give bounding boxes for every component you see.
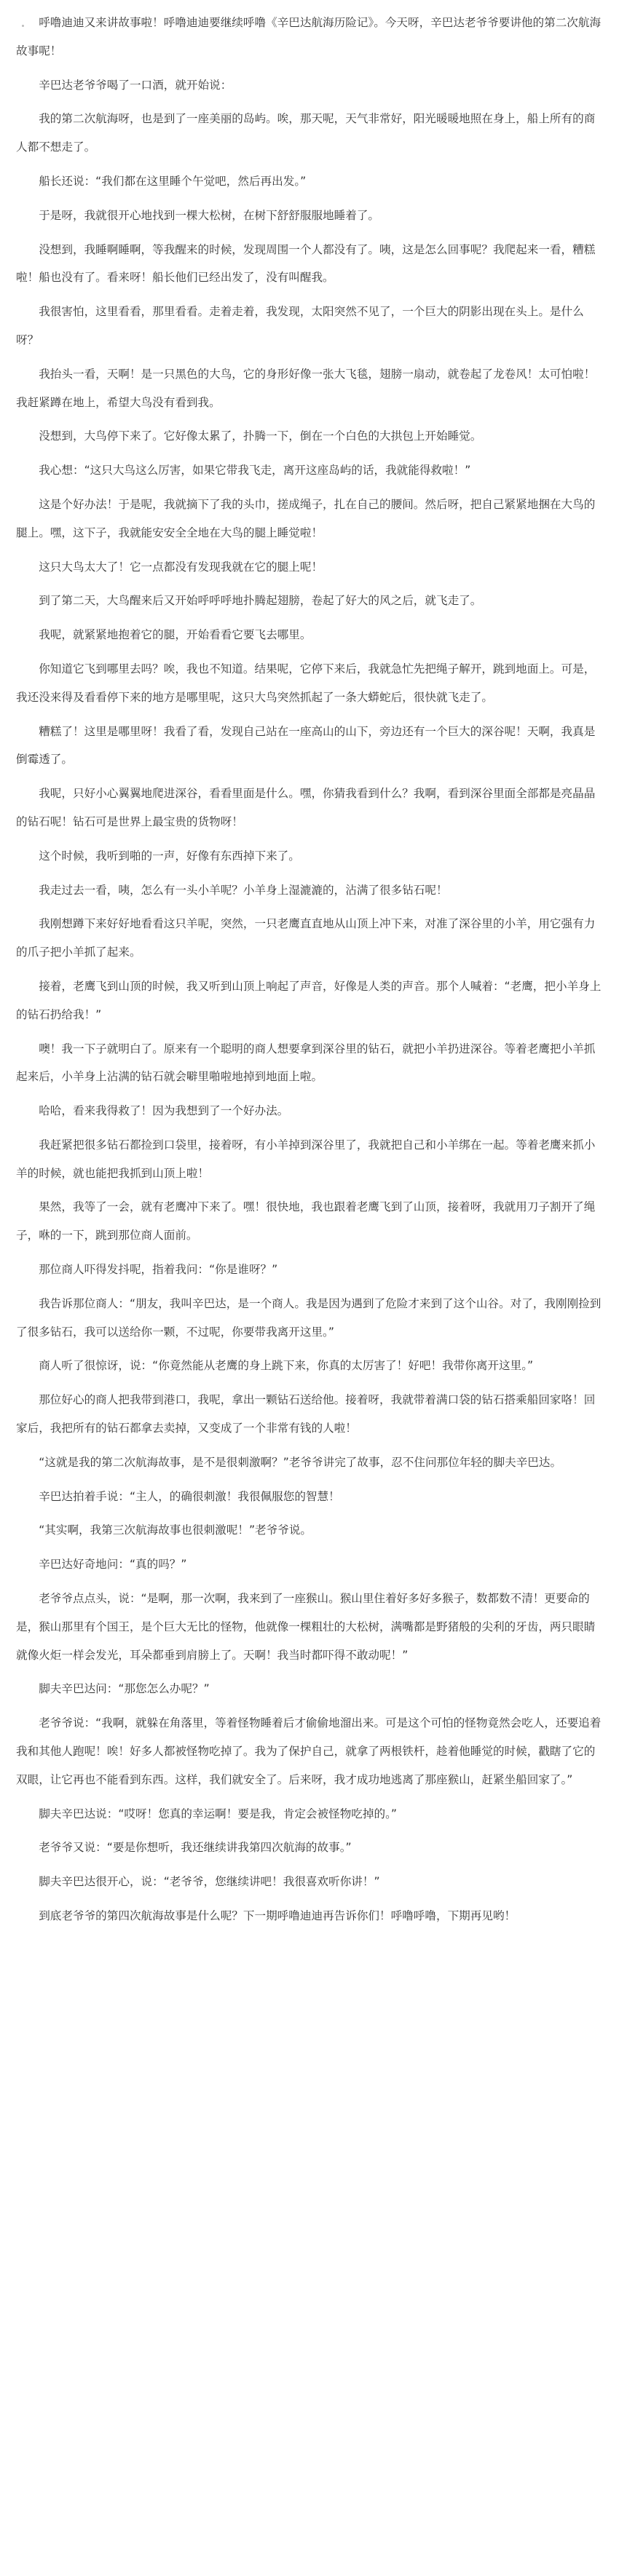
story-paragraph: 我心想：“这只大鸟这么厉害，如果它带我飞走，离开这座岛屿的话，我就能得救啦！” bbox=[39, 464, 471, 477]
story-paragraph: 噢！我一下子就明白了。原来有一个聪明的商人想要拿到深谷里的钻石，就把小羊扔进深谷。等着老鹰把小羊抓起来后，小羊身上沾满的钻石就会噼里啪啦地掉到地面上啦。 bbox=[16, 1042, 596, 1084]
story-paragraph: 果然，我等了一会，就有老鹰冲下来了。嘿！很快地，我也跟着老鹰飞到了山顶，接着呀，我就用刀子割开了绳子，咻的一下，跳到那位商人面前。 bbox=[16, 1200, 596, 1243]
story-paragraph: 这个时候，我听到啪的一声，好像有东西掉下来了。 bbox=[39, 849, 300, 863]
story-paragraph: 辛巴达好奇地问：“真的吗？” bbox=[39, 1558, 187, 1572]
story-paragraph: 脚夫辛巴达很开心，说：“老爷爷，您继续讲吧！我很喜欢听你讲！” bbox=[39, 1875, 380, 1889]
story-paragraph: 那位好心的商人把我带到港口，我呢，拿出一颗钻石送给他。接着呀，我就带着满口袋的钻石搭乘船回家咯！回家后，我把所有的钻石都拿去卖掉，又变成了一个非常有钱的人啦！ bbox=[16, 1393, 596, 1435]
corner-dot bbox=[22, 25, 24, 27]
story-paragraph: “这就是我的第二次航海故事，是不是很刺激啊？”老爷爷讲完了故事，忍不住问那位年轻的脚夫辛巴达。 bbox=[39, 1455, 562, 1469]
story-paragraph: 我的第二次航海呀，也是到了一座美丽的岛屿。唉，那天呢，天气非常好，阳光暖暖地照在身上，船上所有的商人都不想走了。 bbox=[16, 112, 596, 154]
story-paragraph: 我呢，只好小心翼翼地爬进深谷，看看里面是什么。嘿，你猜我看到什么？我啊，看到深谷里面全部都是亮晶晶的钻石呢！钻石可是世界上最宝贵的货物呀！ bbox=[16, 787, 596, 828]
story-paragraph: 没想到，我睡啊睡啊，等我醒来的时候，发现周围一个人都没有了。咦，这是怎么回事呢？我爬起来一看，糟糕啦！船也没有了。看来呀！船长他们已经出发了，没有叫醒我。 bbox=[16, 242, 596, 285]
story-paragraph: 没想到，大鸟停下来了。它好像太累了，扑腾一下，倒在一个白色的大拱包上开始睡觉。 bbox=[39, 429, 482, 443]
story-paragraph: 呼噜迪迪又来讲故事啦！呼噜迪迪要继续呼噜《辛巴达航海历险记》。今天呀，辛巴达老爷爷要讲他的第二次航海故事呢！ bbox=[16, 16, 602, 58]
story-paragraph: 我很害怕，这里看看，那里看看。走着走着，我发现，太阳突然不见了，一个巨大的阴影出现在头上。是什么呀？ bbox=[16, 305, 584, 346]
story-paragraph: 我呢，就紧紧地抱着它的腿，开始看看它要飞去哪里。 bbox=[39, 628, 312, 642]
story-paragraph: 老爷爷说：“我啊，就躲在角落里，等着怪物睡着后才偷偷地溜出来。可是这个可怕的怪物竟然会吃人，还要追着我和其他人跑呢！唉！好多人都被怪物吃掉了。我为了保护自己，就拿了两根铁杆，趁着他睡觉的时候，戳瞎了它的双眼，让它再也不能看到东西。这样，我们就安全了。后来呀，我才成功地逃离了那座猴山，赶紧坐船回家了。” bbox=[16, 1716, 602, 1786]
story-paragraph: 脚夫辛巴达问：“那您怎么办呢？” bbox=[39, 1682, 210, 1696]
story-paragraph: 老爷爷点点头，说：“是啊，那一次啊，我来到了一座猴山。猴山里住着好多好多猴子，数都数不清！更要命的是，猴山那里有个国王，是个巨大无比的怪物，他就像一棵粗壮的大松树，满嘴都是野猪般的尖利的牙齿，两只眼睛就像火炬一样会发光，耳朵都垂到肩膀上了。天啊！我当时都吓得不敢动呢！” bbox=[16, 1592, 596, 1662]
story-paragraph: 我刚想蹲下来好好地看看这只羊呢，突然，一只老鹰直直地从山顶上冲下来，对准了深谷里的小羊，用它强有力的爪子把小羊抓了起来。 bbox=[16, 917, 596, 959]
story-paragraph: 商人听了很惊讶，说：“你竟然能从老鹰的身上跳下来，你真的太厉害了！好吧！我带你离开这里。” bbox=[39, 1359, 534, 1373]
story-paragraph: 糟糕了！这里是哪里呀！我看了看，发现自己站在一座高山的山下，旁边还有一个巨大的深谷呢！天啊，我真是倒霉透了。 bbox=[16, 724, 596, 766]
story-paragraph: 你知道它飞到哪里去吗？唉，我也不知道。结果呢，它停下来后，我就急忙先把绳子解开，跳到地面上。可是，我还没来得及看看停下来的地方是哪里呢，这只大鸟突然抓起了一条大蟒蛇后，很快就飞走了。 bbox=[16, 662, 596, 704]
story-paragraph: 接着，老鹰飞到山顶的时候，我又听到山顶上响起了声音，好像是人类的声音。那个人喊着：“老鹰，把小羊身上的钻石扔给我！” bbox=[16, 979, 602, 1021]
story-paragraph: 我抬头一看，天啊！是一只黑色的大鸟，它的身形好像一张大飞毯，翅膀一扇动，就卷起了龙卷风！太可怕啦！我赶紧蹲在地上，希望大鸟没有看到我。 bbox=[16, 367, 596, 409]
story-paragraph: 到了第二天，大鸟醒来后又开始呼呼呼地扑腾起翅膀，卷起了好大的风之后，就飞走了。 bbox=[39, 594, 482, 608]
story-paragraph: “其实啊，我第三次航海故事也很刺激呢！”老爷爷说。 bbox=[39, 1523, 312, 1537]
story-paragraph: 我走过去一看，咦，怎么有一头小羊呢？小羊身上湿漉漉的，沾满了很多钻石呢！ bbox=[39, 883, 448, 897]
story-paragraph: 船长还说：“我们都在这里睡个午觉吧，然后再出发。” bbox=[39, 174, 307, 188]
story-paragraph: 于是呀，我就很开心地找到一棵大松树，在树下舒舒服服地睡着了。 bbox=[39, 208, 380, 222]
story-paragraph: 我赶紧把很多钻石都捡到口袋里，接着呀，有小羊掉到深谷里了，我就把自己和小羊绑在一起。等着老鹰来抓小羊的时候，就也能把我抓到山顶上啦！ bbox=[16, 1138, 596, 1180]
story-paragraph: 这是个好办法！于是呢，我就摘下了我的头巾，搓成绳子，扎在自己的腰间。然后呀，把自己紧紧地捆在大鸟的腿上。嘿，这下子，我就能安安全全地在大鸟的腿上睡觉啦！ bbox=[16, 497, 596, 539]
story-paragraph: 辛巴达老爷爷喝了一口酒，就开始说： bbox=[39, 78, 232, 92]
story-paragraph: 到底老爷爷的第四次航海故事是什么呢？下一期呼噜迪迪再告诉你们！呼噜呼噜，下期再见哟！ bbox=[39, 1909, 516, 1923]
story-paragraph: 这只大鸟太大了！它一点都没有发现我就在它的腿上呢！ bbox=[39, 560, 323, 574]
story-paragraph: 老爷爷又说：“要是你想听，我还继续讲我第四次航海的故事。” bbox=[39, 1841, 352, 1855]
story-paragraph: 脚夫辛巴达说：“哎呀！您真的幸运啊！要是我，肯定会被怪物吃掉的。” bbox=[39, 1807, 397, 1820]
story-paragraph: 我告诉那位商人：“朋友，我叫辛巴达，是一个商人。我是因为遇到了危险才来到了这个山谷。对了，我刚刚捡到了很多钻石，我可以送给你一颗，不过呢，你要带我离开这里。” bbox=[16, 1296, 602, 1339]
story-paragraph: 辛巴达拍着手说：“主人，的确很刺激！我很佩服您的智慧！ bbox=[39, 1489, 340, 1503]
story-paragraph: 哈哈，看来我得救了！因为我想到了一个好办法。 bbox=[39, 1104, 289, 1118]
story-paragraph: 那位商人吓得发抖呢，指着我问：“你是谁呀？” bbox=[39, 1263, 278, 1277]
